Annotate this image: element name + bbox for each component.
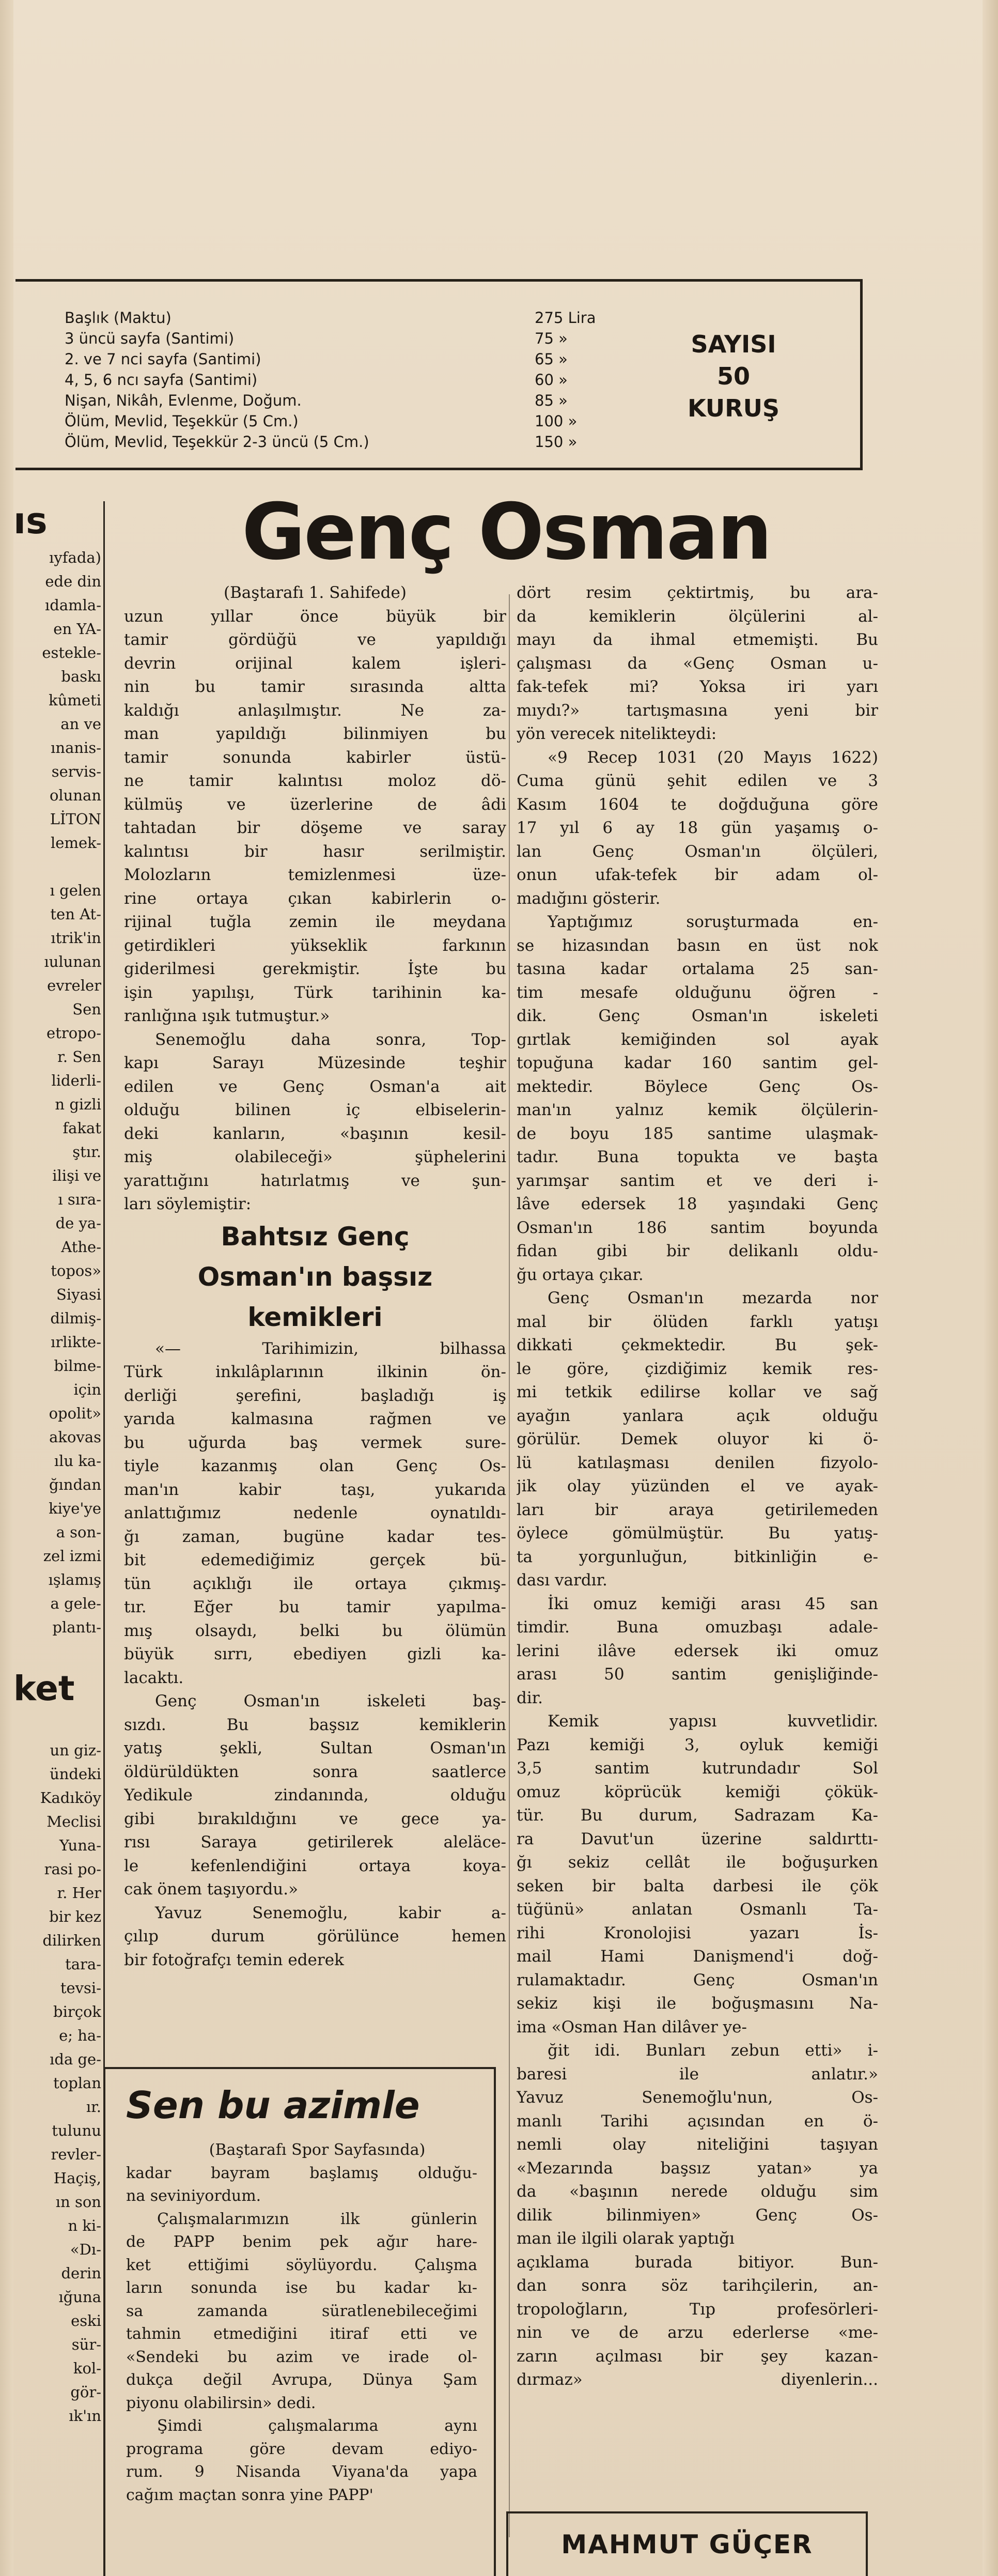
text-line: se hizasından basın en üst nok (517, 936, 878, 955)
text-line: rine ortaya çıkan kabirlerin o- (124, 889, 506, 908)
spacer (13, 1715, 101, 1738)
clipped-left-column (13, 496, 101, 2573)
text-line: rum. 9 Nisanda Viyana'da yapa (126, 2463, 477, 2481)
clipped-text-line: bilme- (54, 1357, 101, 1375)
clipped-text-line: ılu ka- (54, 1452, 101, 1470)
clipped-text-line: sür- (71, 2336, 101, 2353)
clipped-text-line: kûmeti (49, 691, 101, 709)
clipped-text-line: a gele- (50, 1595, 101, 1612)
rate-label: 2. ve 7 nci sayfa (Santimi) (65, 350, 261, 368)
text-line: dırmaz» diyenlerin... (517, 2370, 878, 2389)
paper-edge-left (0, 0, 13, 2576)
text-line: tadır. Buna topukta ve başta (517, 1148, 878, 1166)
clipped-text-line: Meclisi (46, 1813, 101, 1830)
ad-rates-list (65, 307, 612, 452)
clipped-text-line: akovas (49, 1428, 101, 1446)
clipped-text-line (13, 855, 101, 878)
text-line: devrin orijinal kalem işleri- (124, 654, 506, 673)
text-line: ğu ortaya çıkar. (517, 1265, 644, 1284)
clipped-text-line: ık'ın (69, 2407, 101, 2425)
text-line: cak önem taşıyordu.» (124, 1880, 299, 1899)
text-line: lerini ilâve edersek iki omuz (517, 1641, 878, 1660)
clipped-text-line: servis- (51, 763, 101, 780)
clipped-text-line: etropo- (46, 1024, 101, 1042)
clipped-text-line: ıda ge- (50, 2050, 101, 2068)
clipped-text-line: ınanis- (51, 739, 101, 757)
clipped-text-line: Kadıköy (40, 1789, 101, 1807)
clipped-text-line: tulunu (52, 2122, 101, 2139)
text-line: le göre, çizdiğimiz kemik res- (517, 1359, 878, 1378)
clipped-text-line: Athe- (61, 1238, 101, 1256)
clipped-text-line: dilirken (42, 1932, 101, 1949)
rate-row (65, 431, 612, 452)
section-subheading: Bahtsız Genç (221, 1221, 410, 1252)
text-line: Cuma günü şehit edilen ve 3 (517, 772, 878, 790)
spacer (13, 1639, 101, 1663)
text-line: tamir gördüğü ve yapıldığı (124, 630, 506, 649)
text-line: le kefenlendiğini ortaya koya- (124, 1856, 506, 1875)
clipped-text-line: ündeki (50, 1765, 101, 1783)
text-line: tiyle kazanmış olan Genç Os- (124, 1457, 506, 1475)
text-line: Yavuz Senemoğlu'nun, Os- (517, 2088, 878, 2107)
clipped-headline: ket (13, 1669, 75, 1708)
text-line: mal bir ölüden farklı yatışı (517, 1312, 878, 1331)
text-line: onun ufak-tefek bir adam ol- (517, 866, 878, 884)
text-line: lan Genç Osman'ın ölçüleri, (517, 842, 878, 861)
issue-price-line: KURUŞ (687, 394, 780, 422)
text-line: ket ettiğimi söylüyordu. Çalışma (126, 2256, 477, 2274)
rate-price: 60 » (535, 371, 568, 389)
text-line: man'ın kabir taşı, yukarıda (124, 1480, 506, 1499)
rate-row (65, 411, 612, 431)
text-line: topuğuna kadar 160 santim gel- (517, 1054, 878, 1072)
clipped-text-line: estekle- (42, 644, 101, 661)
text-line: dukça değil Avrupa, Dünya Şam (126, 2371, 477, 2389)
text-line: ta yorgunluğun, bitkinliğin e- (517, 1547, 878, 1566)
clipped-text-line: ıdamla- (45, 596, 101, 614)
text-line: Genç Osman'ın mezarda nor (548, 1289, 878, 1307)
clipped-text-line: de ya- (55, 1214, 101, 1232)
text-line: Çalışmalarımızın ilk günlerin (157, 2210, 477, 2228)
text-line: tüğünü» anlatan Osmanlı Ta- (517, 1900, 878, 1919)
text-line: dası vardır. (517, 1571, 607, 1590)
text-line: uzun yıllar önce büyük bir (124, 607, 506, 626)
text-line: rijinal tuğla zemin ile meydana (124, 913, 506, 931)
clipped-text-line: ır. (86, 2098, 101, 2116)
clipped-text-line: topos» (51, 1262, 101, 1279)
text-line: man yapıldığı bilinmiyen bu (124, 724, 506, 743)
text-line: ları bir araya getirilemeden (517, 1500, 878, 1519)
text-line: öylece gömülmüştür. Bu yatış- (517, 1524, 878, 1542)
text-line: de boyu 185 santime ulaşmak- (517, 1124, 878, 1143)
rate-price: 275 Lira (535, 309, 596, 327)
text-line: kapı Sarayı Müzesinde teşhir (124, 1054, 506, 1072)
text-line: ne tamir kalıntısı moloz dö- (124, 772, 506, 790)
text-line: nin bu tamir sırasında altta (124, 677, 506, 696)
text-line: man'ın yalnız kemik ölçülerin- (517, 1101, 878, 1119)
text-line: getirdikleri yükseklik farkının (124, 936, 506, 955)
clipped-text-line: eski (71, 2312, 101, 2330)
text-line: baresi ile anlatır.» (517, 2064, 878, 2084)
signature-box (506, 2511, 868, 2576)
clipped-text-line: ten At- (50, 905, 101, 923)
text-line: edilen ve Genç Osman'a ait (124, 1077, 506, 1096)
text-line: fidan gibi bir delikanlı oldu- (517, 1242, 878, 1260)
text-line: öldürüldükten sonra saatlerce (124, 1762, 506, 1781)
text-line: tamir sonunda kabirler üstü- (124, 748, 506, 767)
text-line: dik. Genç Osman'ın iskeleti (517, 1007, 878, 1025)
text-line: olduğu bilinen iç elbiselerin- (124, 1101, 506, 1119)
text-line: sa zamanda süratlenebileceğimi (126, 2302, 477, 2320)
text-line: ğit idi. Bunları zebun etti» i- (548, 2041, 878, 2060)
clipped-text-line: kiye'ye (49, 1500, 101, 1517)
clipped-text-line: için (73, 1381, 101, 1398)
clipped-text-line: ıulunan (44, 953, 101, 970)
text-line: madığını gösterir. (517, 889, 661, 908)
text-line: man ile ilgili olarak yaptığı (517, 2229, 735, 2248)
text-line: fak-tefek mi? Yoksa iri yarı (517, 677, 878, 696)
text-line: Senemoğlu daha sonra, Top- (155, 1030, 506, 1049)
text-line: ima «Osman Han dilâver ye- (517, 2017, 747, 2037)
rate-row (65, 328, 612, 349)
clipped-text-line: a son- (56, 1523, 101, 1541)
clipped-text-line: evreler (47, 977, 101, 994)
rate-label: Başlık (Maktu) (65, 309, 171, 327)
text-line: cağım maçtan sonra yine PAPP' (126, 2486, 373, 2504)
text-line: dikkati çekmektedir. Bu şek- (517, 1336, 878, 1354)
article-headline: Genç Osman (242, 487, 771, 577)
text-line: da «başının nerede olduğu sim (517, 2182, 878, 2201)
text-line: çalışması da «Genç Osman u- (517, 654, 878, 673)
clipped-text-line: liderli- (51, 1072, 101, 1089)
text-line: de PAPP benim pek ağır hare- (126, 2233, 477, 2251)
clipped-text-line: ilişi ve (52, 1167, 101, 1184)
text-line: derliği şerefini, başladığı iş (124, 1386, 506, 1405)
text-line: açıklama burada bitiyor. Bun- (517, 2253, 878, 2272)
clipped-text-line: n gizli (55, 1096, 101, 1113)
clipped-text-line: LİTON (50, 810, 101, 828)
text-line: mail Hami Danişmend'i doğ- (517, 1947, 878, 1966)
rate-row (65, 307, 612, 328)
clipped-text-line: n ki- (68, 2217, 101, 2234)
text-line: na seviniyordum. (126, 2187, 261, 2205)
text-line: ğı zaman, bugüne kadar tes- (124, 1527, 506, 1546)
text-line: manlı Tarihi açısından en ö- (517, 2111, 878, 2131)
text-line: lü katılaşması denilen fizyolo- (517, 1453, 878, 1472)
text-line: sızdı. Bu başsız kemiklerin (124, 1715, 506, 1734)
rate-label: Ölüm, Mevlid, Teşekkür 2-3 üncü (5 Cm.) (65, 433, 369, 451)
clipped-text-line: derin (61, 2264, 101, 2282)
issue-price (635, 328, 832, 424)
text-line: sekiz kişi ile boğuşmasını Na- (517, 1994, 878, 2013)
rate-price: 75 » (535, 330, 568, 347)
rate-price: 65 » (535, 350, 568, 368)
clipped-text-line: ışlamış (48, 1571, 101, 1588)
text-line: (Baştarafı Spor Sayfasında) (209, 2141, 426, 2159)
text-line: çılıp durum görülünce hemen (124, 1927, 506, 1946)
text-line: tropoloğların, Tıp profesörleri- (517, 2300, 878, 2319)
rate-row (65, 390, 612, 411)
text-line: mayı da ihmal etmemişti. Bu (517, 630, 878, 649)
clipped-text-line: ı gelen (50, 882, 101, 899)
text-line: ra Davut'un üzerine saldırttı- (517, 1829, 878, 1848)
text-line: görülür. Demek oluyor ki ö- (517, 1430, 878, 1448)
text-line: ranlığına ışık tutmuştur.» (124, 1007, 330, 1025)
rate-price: 150 » (535, 433, 578, 451)
text-line: yarıda kalmasına rağmen ve (124, 1410, 506, 1428)
author-signature: MAHMUT GÜÇER (561, 2529, 813, 2559)
issue-price-line: SAYISI (691, 330, 776, 358)
rate-price: 85 » (535, 392, 568, 409)
clipped-text-line: r. Her (57, 1884, 101, 1902)
text-line: yatış şekli, Sultan Osman'ın (124, 1739, 506, 1757)
text-line: işin yapılışı, Türk tarihinin ka- (124, 983, 506, 1002)
text-line: İki omuz kemiği arası 45 san (548, 1594, 878, 1613)
clipped-text-line: lemek- (51, 834, 101, 852)
text-line: 17 yıl 6 ay 18 gün yaşamış o- (517, 819, 878, 837)
text-line: gibi bırakıldığını ve gece ya- (124, 1809, 506, 1828)
text-line: tün açıklığı ile ortaya çıkmış- (124, 1574, 506, 1593)
clipped-text-line: ıtrik'in (51, 929, 101, 947)
clipped-text-line: kol- (73, 2359, 101, 2377)
text-line: «Mezarında başsız yatan» ya (517, 2158, 878, 2178)
text-line: tim mesafe olduğunu öğren - (517, 983, 878, 1002)
text-line: bir fotoğrafçı temin ederek (124, 1950, 344, 1969)
text-line: mış olsaydı, belki bu ölümün (124, 1621, 506, 1640)
text-line: rısı Saraya getirilerek aleläce- (124, 1833, 506, 1852)
text-line: tür. Bu durum, Sadrazam Ka- (517, 1806, 878, 1825)
rate-label: 3 üncü sayfa (Santimi) (65, 330, 235, 347)
section-subheading: kemikleri (247, 1302, 383, 1332)
text-line: (Baştarafı 1. Sahifede) (224, 583, 407, 602)
text-line: timdir. Buna omuzbaşı adale- (517, 1618, 878, 1637)
text-line: dir. (517, 1688, 543, 1707)
text-line: külmüş ve üzerlerine de âdi (124, 795, 506, 814)
text-line: Türk inkılâplarının ilkinin ön- (124, 1363, 506, 1381)
text-line: ları söylemiştir: (124, 1195, 252, 1213)
text-line: anlattığımız nedenle oynatıldı- (124, 1504, 506, 1522)
clipped-text-line: r. Sen (57, 1048, 101, 1066)
text-line: programa göre devam ediyo- (126, 2440, 477, 2458)
clipped-text-line: e; ha- (59, 2027, 101, 2044)
clipped-text-line: rasi po- (44, 1860, 101, 1878)
paper-edge-right (983, 0, 998, 2576)
text-line: Kemik yapısı kuvvetlidir. (548, 1712, 878, 1731)
text-line: tahmin etmediğini itiraf etti ve (126, 2325, 477, 2343)
text-line: yarattığını hatırlatmış ve şun- (124, 1171, 506, 1190)
text-line: ayağın yanlara açık olduğu (517, 1406, 878, 1425)
article-column-1 (124, 581, 506, 1972)
text-line: mektedir. Böylece Genç Os- (517, 1077, 878, 1096)
text-line: seken bir balta darbesi ile çök (517, 1876, 878, 1895)
text-line: deki kanların, «başının kesil- (124, 1124, 506, 1143)
text-line: zarın açılması bir şey kazan- (517, 2347, 878, 2366)
text-line: nemli olay niteliğini taşıyan (517, 2135, 878, 2154)
clipped-text-line: ğından (49, 1476, 101, 1493)
rate-label: Ölüm, Mevlid, Teşekkür (5 Cm.) (65, 412, 299, 430)
rate-row (65, 369, 612, 390)
clipped-text-line: ırlikte- (51, 1333, 101, 1351)
clipped-text-line: toplan (53, 2074, 101, 2092)
clipped-text-line: ın son (55, 2193, 101, 2211)
clipped-text-line: ede din (45, 573, 101, 590)
text-line: bit edemediğimiz gerçek bü- (124, 1551, 506, 1569)
clipped-text-line: Yuna- (59, 1837, 101, 1854)
section-subheading: Osman'ın başsız (197, 1261, 433, 1292)
clipped-text-line: plantı- (52, 1618, 101, 1636)
text-line: omuz köprücük kemiği çökük- (517, 1782, 878, 1801)
sports-article-box (103, 2067, 496, 2576)
text-line: kaldığı anlaşılmıştır. Ne za- (124, 701, 506, 720)
clipped-text-line: ıyfada) (49, 549, 101, 566)
clipped-text-line: ı sıra- (58, 1191, 101, 1208)
text-line: tahtadan bir döşeme ve saray (124, 819, 506, 837)
text-line: «9 Recep 1031 (20 Mayıs 1622) (548, 748, 878, 767)
article-column-2 (517, 581, 878, 2392)
text-line: rihi Kronolojisi yazarı İs- (517, 1923, 878, 1942)
text-line: rulamaktadır. Genç Osman'ın (517, 1970, 878, 1989)
text-line: ların sonunda ise bu kadar kı- (126, 2279, 477, 2297)
text-line: 3,5 santim kutrundadır Sol (517, 1759, 878, 1778)
text-line: kadar bayram başlamış olduğu- (126, 2164, 477, 2182)
text-line: Yavuz Senemoğlu, kabir a- (155, 1903, 506, 1922)
text-line: mıydı?» tartışmasına yeni bir (517, 701, 878, 720)
text-line: mi tetkik edilirse kollar ve sağ (517, 1383, 878, 1401)
text-line: Şimdi çalışmalarıma aynı (157, 2417, 477, 2435)
rate-label: Nişan, Nikâh, Evlenme, Doğum. (65, 392, 302, 409)
text-line: tır. Eğer bu tamir yapılma- (124, 1598, 506, 1616)
clipped-text-line: birçok (53, 2003, 101, 2020)
text-line: büyük sırrı, ebediyen gizli ka- (124, 1645, 506, 1663)
text-line: giderilmesi gerekmiştir. İşte bu (124, 960, 506, 978)
clipped-text-line: an ve (60, 715, 101, 733)
text-line: dört resim çektirtmiş, bu ara- (517, 583, 878, 602)
clipped-text-line: revler- (51, 2146, 101, 2163)
clipped-text-line: Siyasi (56, 1286, 101, 1303)
clipped-text-line: olunan (49, 786, 101, 804)
clipped-text-line: fakat (63, 1119, 101, 1137)
clipped-text-line: dilmiş- (50, 1309, 101, 1327)
text-line: bu uğurda baş vermek sure- (124, 1433, 506, 1452)
text-line: yön verecek nitelikteydi: (517, 724, 717, 743)
clipped-text-line: un giz- (50, 1741, 101, 1759)
text-line: da kemiklerin ölçülerini al- (517, 607, 878, 626)
sports-article-body (126, 2139, 477, 2507)
clipped-text-line: zel izmi (43, 1547, 101, 1565)
text-line: piyonu olabilirsin» dedi. (126, 2394, 316, 2412)
text-line: jik olay yüzünden el ve ayak- (517, 1477, 878, 1495)
clipped-text-line: opolit» (49, 1405, 101, 1422)
clipped-text-line: ştır. (72, 1143, 101, 1161)
clipped-text-line: baskı (61, 668, 101, 685)
clipped-text-line: bir kez (49, 1908, 101, 1925)
text-line: lacaktı. (124, 1668, 184, 1687)
clipped-text-line: en YA- (53, 620, 101, 638)
text-line: arası 50 santim genişliğinde- (517, 1665, 878, 1684)
text-line: Molozların temizlenmesi üze- (124, 866, 506, 884)
text-line: kalıntısı bir hasır serilmiştir. (124, 842, 506, 861)
text-line: Yaptığımız soruşturmada en- (548, 913, 878, 931)
text-line: tasına kadar ortalama 25 san- (517, 960, 878, 978)
sports-article-title: Sen bu azimle (126, 2084, 420, 2127)
clipped-text-line: tara- (65, 1955, 101, 1973)
clipped-text-line: gör- (70, 2383, 101, 2401)
text-line: miş olabileceği» şüphelerini (124, 1148, 506, 1166)
clipped-text-line: tevsi- (60, 1979, 101, 1997)
text-line: dan sonra söz tarihçilerin, an- (517, 2276, 878, 2295)
text-line: Yedikule zindanında, olduğu (124, 1786, 506, 1804)
rate-price: 100 » (535, 412, 578, 430)
text-line: nin ve de arzu ederlerse «me- (517, 2323, 878, 2342)
text-line: «— Tarihimizin, bilhassa (155, 1339, 506, 1358)
text-line: Kasım 1604 te doğduğuna göre (517, 795, 878, 814)
clipped-text-line: ığuna (58, 2288, 101, 2306)
rate-label: 4, 5, 6 ncı sayfa (Santimi) (65, 371, 258, 389)
text-line: «Sendeki bu azim ve irade ol- (126, 2348, 477, 2366)
text-line: lâve edersek 18 yaşındaki Genç (517, 1195, 878, 1213)
text-line: Pazı kemiği 3, oyluk kemiği (517, 1735, 878, 1754)
ad-rates-box (15, 279, 863, 470)
text-line: dilik bilinmiyen» Genç Os- (517, 2205, 878, 2225)
issue-price-line: 50 (716, 362, 750, 390)
clipped-headline: ıs (13, 500, 48, 542)
text-line: yarımşar santim et ve deri i- (517, 1171, 878, 1190)
text-line: Osman'ın 186 santim boyunda (517, 1218, 878, 1237)
clipped-text-line: «Dı- (70, 2241, 101, 2258)
text-line: Genç Osman'ın iskeleti baş- (155, 1692, 506, 1710)
text-line: ğı sekiz cellât ile boğuşurken (517, 1853, 878, 1872)
clipped-text-line: Haçiş, (53, 2169, 101, 2187)
column-divider (509, 594, 510, 2537)
rate-row (65, 349, 612, 369)
clipped-text-line: Sen (72, 1000, 101, 1018)
text-line: gırtlak kemiğinden sol ayak (517, 1030, 878, 1049)
